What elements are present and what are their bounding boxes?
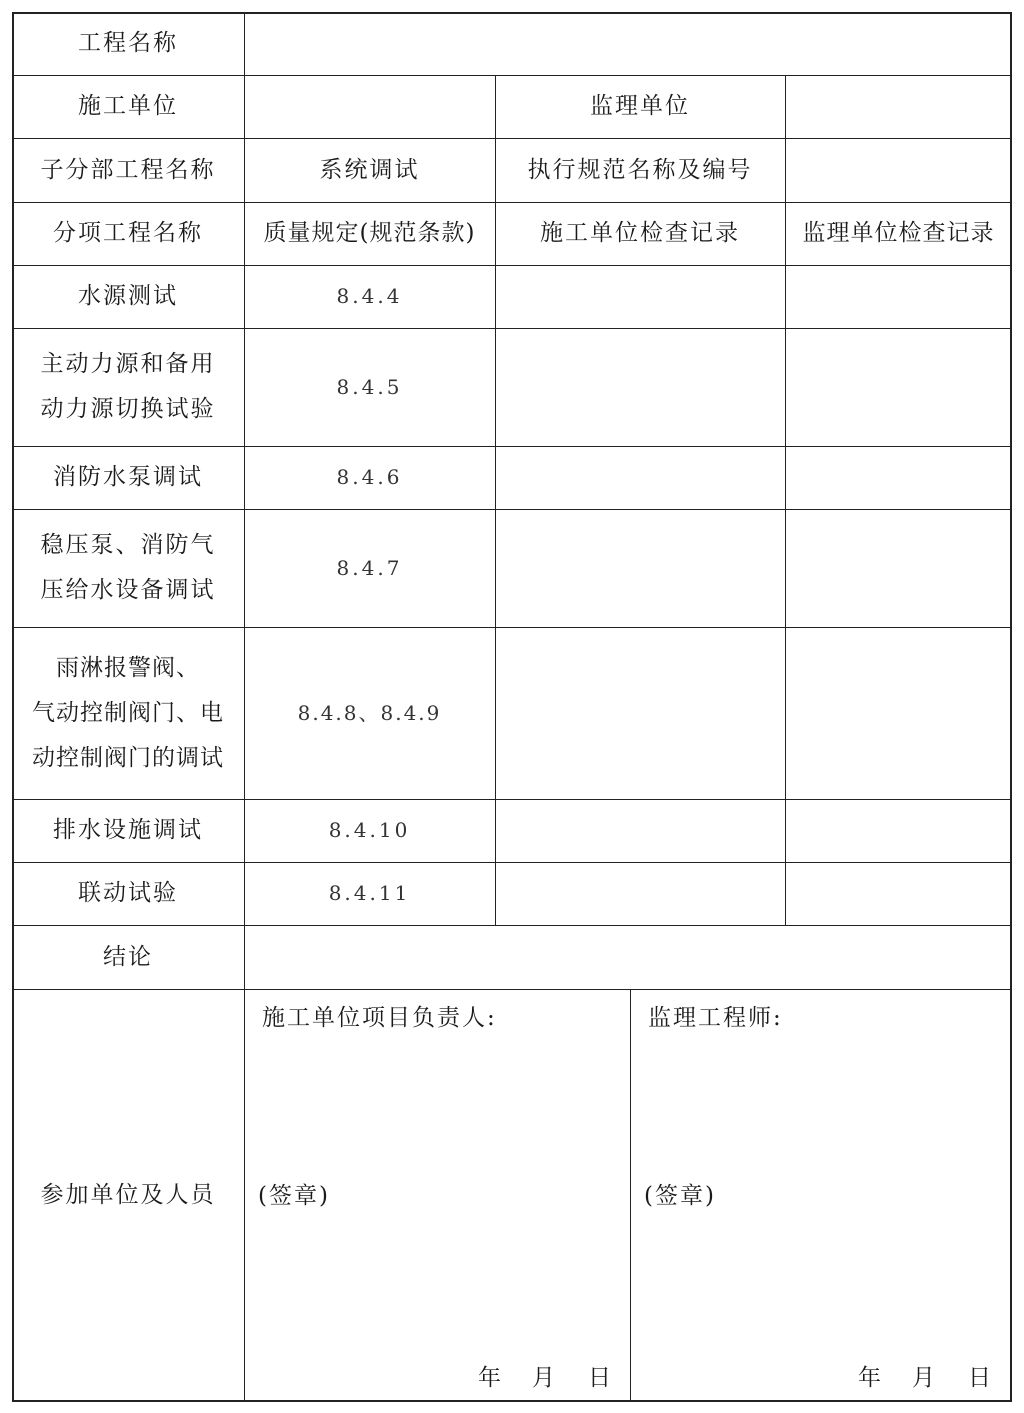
contractor-date-month: 月 [532, 1365, 557, 1391]
supervisor-date-month: 月 [912, 1365, 937, 1391]
standard-label: 执行规范名称及编号 [527, 156, 753, 183]
inspection-form [12, 12, 1012, 1402]
contractor-label: 施工单位 [78, 93, 178, 119]
item-name: 联动试验 [78, 880, 178, 906]
sub-project-label: 子分部工程名称 [40, 156, 216, 183]
item-name: 稳压泵、消防气 压给水设备调试 [40, 532, 216, 603]
contractor-date-year: 年 [478, 1365, 503, 1391]
conclusion-label: 结论 [103, 943, 153, 970]
item-name: 主动力源和备用 动力源切换试验 [40, 351, 216, 422]
column-header-supervisor-record: 监理单位检查记录 [802, 220, 995, 246]
contractor-date-day: 日 [588, 1365, 613, 1391]
column-header-clause: 质量规定(规范条款) [263, 220, 476, 246]
supervisor-date-day: 日 [968, 1365, 993, 1391]
contractor-stamp-label: (签章) [258, 1183, 330, 1209]
item-clause: 8.4.6 [336, 465, 403, 489]
contractor-head-label: 施工单位项目负责人: [262, 1005, 497, 1031]
column-header-contractor-record: 施工单位检查记录 [540, 220, 740, 246]
supervisor-stamp-label: (签章) [644, 1183, 716, 1209]
item-name: 消防水泵调试 [53, 464, 203, 490]
item-name: 雨淋报警阀、 气动控制阀门、电 动控制阀门的调试 [32, 654, 224, 771]
project-name-label: 工程名称 [78, 30, 178, 56]
item-clause: 8.4.5 [336, 374, 403, 399]
sub-project-value[interactable]: 系统调试 [319, 156, 420, 183]
item-clause: 8.4.7 [336, 555, 403, 580]
supervisor-engineer-label: 监理工程师: [648, 1005, 783, 1031]
item-name: 排水设施调试 [53, 817, 203, 843]
participants-label: 参加单位及人员 [40, 1182, 216, 1208]
item-clause: 8.4.11 [328, 881, 411, 905]
supervisor-date-year: 年 [858, 1365, 883, 1391]
supervisor-label: 监理单位 [590, 93, 690, 119]
form-border [12, 12, 1012, 1402]
item-clause: 8.4.10 [328, 818, 411, 842]
column-header-item: 分项工程名称 [53, 220, 203, 246]
item-clause: 8.4.8、8.4.9 [297, 700, 442, 725]
item-clause: 8.4.4 [336, 284, 403, 308]
item-name: 水源测试 [78, 283, 178, 309]
